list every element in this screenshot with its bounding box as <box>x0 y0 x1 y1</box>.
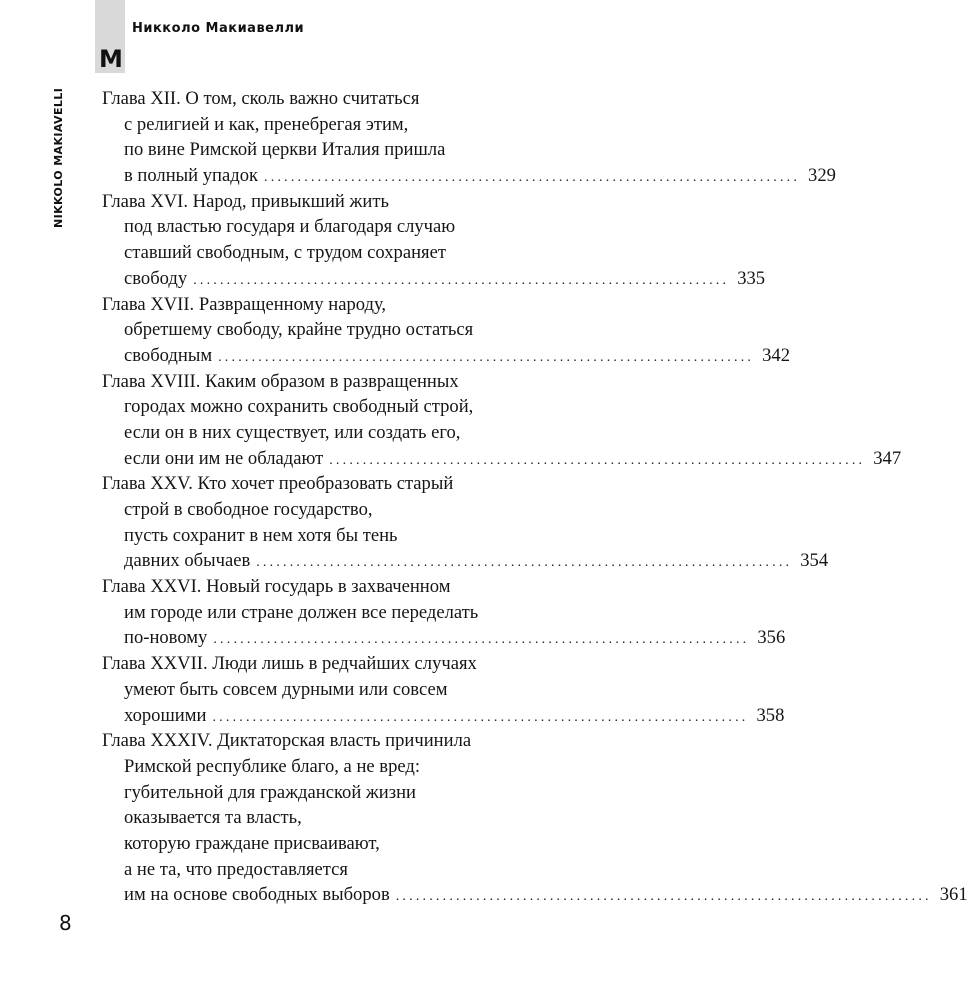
toc-entry-text: Глава XVI. Народ, привыкший жить <box>102 190 389 212</box>
toc-entry-line <box>102 394 598 420</box>
side-text-container <box>52 63 70 233</box>
toc-entry-last-line <box>102 882 968 908</box>
toc-entry-line <box>102 651 598 677</box>
toc-entry-text: Глава XII. О том, сколь важно считаться <box>102 88 420 109</box>
dot-leader: ................................................................................ <box>395 889 932 905</box>
dot-leader: ................................................................................ <box>193 272 730 288</box>
toc-entry-last-line <box>102 446 902 472</box>
toc-entry-line <box>102 523 598 549</box>
dot-leader: ................................................................................ <box>329 452 866 468</box>
toc-entry-text: умеют быть совсем дурными или совсем <box>124 678 448 700</box>
toc-entry-last-line <box>102 703 785 729</box>
toc-page-number: 335 <box>737 267 766 289</box>
toc-entry-text: под властью государя и благодаря случаю <box>124 216 456 238</box>
toc-entry-text: оказывается та власть, <box>124 807 302 829</box>
toc-entry-last-line <box>102 343 790 369</box>
dot-leader: ................................................................................ <box>212 709 749 725</box>
toc-entry <box>102 292 790 369</box>
toc-entry-text: Глава XXV. Кто хочет преобразовать старый <box>102 473 454 495</box>
toc-entry-line <box>102 214 598 240</box>
toc-entry-text: обретшему свободу, крайне трудно остаться <box>124 319 474 341</box>
dot-leader: ................................................................................ <box>264 170 801 186</box>
toc-entry-text: Глава XVIII. Каким образом в развращенных <box>102 370 459 392</box>
dot-leader: ................................................................................ <box>213 632 750 648</box>
table-of-contents <box>102 86 968 908</box>
toc-entry <box>102 369 902 472</box>
toc-entry-text: с религией и как, пренебрегая этим, <box>124 113 409 135</box>
toc-entry-text: им на основе свободных выборов <box>124 884 390 906</box>
toc-page-number: 342 <box>762 344 790 366</box>
toc-entry-last-line <box>102 266 766 292</box>
toc-entry-text: если он в них существует, или создать его, <box>124 421 461 443</box>
toc-entry-text: по вине Римской церкви Италия пришла <box>124 139 446 161</box>
running-head: Никколо Макиавелли <box>132 21 305 36</box>
toc-entry-line <box>102 420 598 446</box>
toc-page-number: 356 <box>757 627 786 649</box>
toc-entry-text: которую граждане присваивают, <box>124 832 380 854</box>
toc-entry-line <box>102 754 598 780</box>
toc-entry-line <box>102 240 598 266</box>
series-logo: M <box>99 45 123 73</box>
toc-entry-text: Римской республике благо, а не вред: <box>124 755 421 777</box>
toc-entry-line <box>102 497 598 523</box>
toc-entry-line <box>102 112 598 138</box>
toc-entry-text: строй в свободное государство, <box>124 499 373 520</box>
toc-entry-text: Глава XVII. Развращенному народу, <box>102 293 387 315</box>
toc-entry <box>102 574 786 651</box>
toc-entry-text: им городе или стране должен все переделать <box>124 601 479 623</box>
toc-entry-last-line <box>102 625 786 651</box>
toc-entry-text: хорошими <box>124 704 207 726</box>
toc-entry-last-line <box>102 548 829 574</box>
toc-entry-text: свободу <box>124 267 188 289</box>
toc-entry-last-line <box>102 163 836 189</box>
toc-entry-text: по-новому <box>124 627 208 649</box>
toc-entry-line <box>102 677 598 703</box>
toc-entry-line <box>102 471 598 497</box>
side-running-text: NIKKOLO MAKIAVELLI <box>52 87 65 228</box>
toc-page-number: 358 <box>756 704 785 726</box>
toc-entry-line <box>102 369 598 395</box>
toc-entry-text: а не та, что предоставляется <box>124 858 348 880</box>
toc-entry <box>102 728 968 908</box>
toc-page-number: 361 <box>939 884 968 906</box>
toc-entry-text: свободным <box>124 344 213 366</box>
toc-page-number: 347 <box>873 447 902 469</box>
toc-entry <box>102 86 836 189</box>
toc-entry-text: в полный упадок <box>124 165 259 187</box>
toc-entry-line <box>102 137 598 163</box>
toc-entry-line <box>102 728 598 754</box>
page-number: 8 <box>59 911 72 935</box>
toc-entry <box>102 471 829 574</box>
toc-entry-line <box>102 857 598 883</box>
toc-entry-line <box>102 292 598 318</box>
toc-entry-line <box>102 805 598 831</box>
toc-entry-text: Глава XXXIV. Диктаторская власть причинила <box>102 730 472 752</box>
toc-entry-line <box>102 86 598 112</box>
dot-leader: ................................................................................ <box>218 349 755 365</box>
toc-entry-text: давних обычаев <box>124 550 251 572</box>
toc-entry-line <box>102 831 598 857</box>
toc-entry-line <box>102 189 598 215</box>
toc-entry-text: Глава XXVII. Люди лишь в редчайших случаях <box>102 653 477 675</box>
toc-entry-text: если они им не обладают <box>124 447 324 469</box>
toc-entry-line <box>102 780 598 806</box>
dot-leader: ................................................................................ <box>256 555 793 571</box>
toc-entry-text: ставший свободным, с трудом сохраняет <box>124 242 446 264</box>
toc-entry-line <box>102 317 598 343</box>
toc-entry <box>102 189 766 292</box>
toc-entry-line <box>102 600 598 626</box>
toc-entry-text: губительной для гражданской жизни <box>124 781 416 803</box>
toc-entry-line <box>102 574 598 600</box>
toc-entry-text: городах можно сохранить свободный строй, <box>124 396 474 418</box>
toc-entry-text: Глава XXVI. Новый государь в захваченном <box>102 576 451 598</box>
toc-entry-text: пусть сохранит в нем хотя бы тень <box>124 524 398 546</box>
toc-entry <box>102 651 785 728</box>
toc-page-number: 354 <box>800 550 829 572</box>
toc-page-number: 329 <box>808 165 836 187</box>
